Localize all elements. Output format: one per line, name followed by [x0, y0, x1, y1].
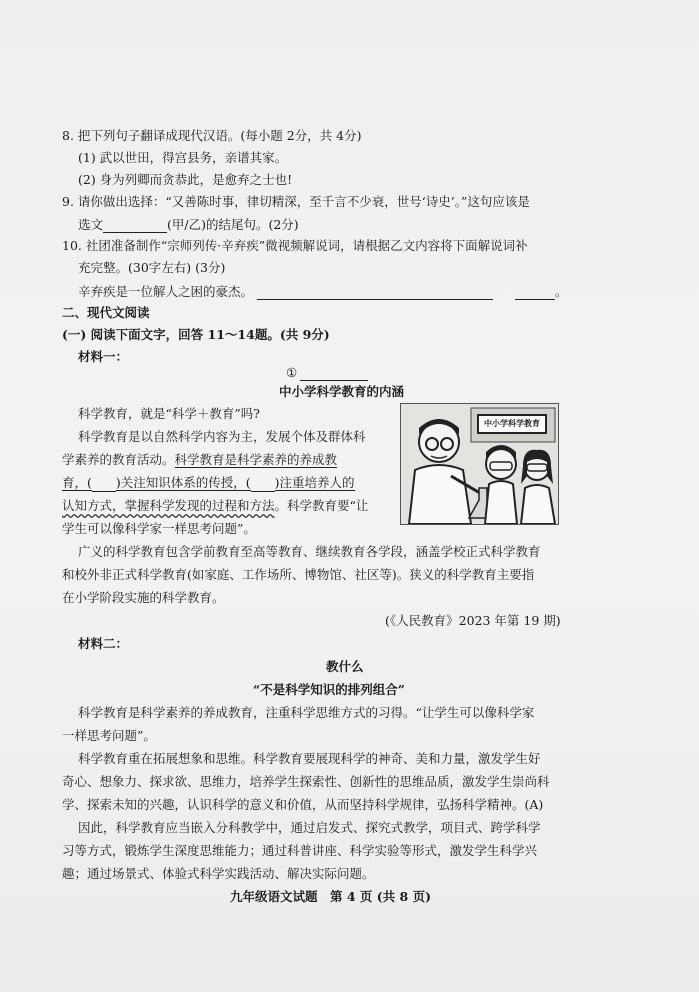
q10-line-2: 充完整。(30字左右) (3分)	[78, 260, 226, 275]
m1-p2-tail: 。科学教育要“让	[274, 498, 369, 513]
q9-line-2	[78, 216, 299, 233]
m1-p2-text: 学素养的教育活动。	[62, 452, 175, 467]
m2-p1-line-2: 一样思考问题”。	[62, 728, 156, 743]
m1-source: (《人民教育》2023 年第 19 期)	[385, 613, 561, 628]
title-answer-blank[interactable]	[300, 364, 368, 381]
m1-p3-line-2: 和校外非正式科学教育(如家庭、工作场所、博物馆、社区等)。狭义的科学教育主要指	[62, 567, 535, 582]
m1-p2-line-2	[62, 452, 337, 468]
m1-p2-underlined: 科学教育是科学素养的养成教	[174, 452, 338, 467]
m1-p2-seg-a: 育，(	[62, 475, 92, 490]
q8-item-2: (2) 身为列卿而贪恭此，是愈弃之士也!	[78, 172, 293, 187]
q9-suffix: (甲/乙)的结尾句。(2分)	[167, 217, 299, 232]
material-2-title-1: 教什么	[326, 659, 364, 674]
m1-p2-line-3	[62, 475, 355, 492]
m1-p2-line-1: 科学教育是以自然科学内容为主，发展个体及群体科	[78, 429, 366, 444]
m2-p2-line-1: 科学教育重在拓展想象和思维。科学教育要展现科学的神奇、美和力量，激发学生好	[78, 751, 541, 766]
m1-p2-seg-c: )注重培养人的	[274, 475, 355, 490]
q9-line-1: 9. 请你做出选择：“又善陈时事，律切精深，至千言不少衰，世号‘诗史’。”这句应该是	[62, 194, 530, 209]
m2-p1-line-1: 科学教育是科学素养的养成教育，注重科学思维方式的习得。“让学生可以像科学家	[78, 705, 535, 720]
q10-line-1: 10. 社团准备制作“宗师列传·辛弃疾”微视频解说词，请根据乙文内容将下面解说词补	[62, 238, 528, 253]
m1-p2-seg-b: )关注知识体系的传授，(	[115, 475, 251, 490]
material-2-title-2: “不是科学知识的排列组合”	[253, 682, 405, 697]
m1-p1: 科学教育，就是“科学＋教育”吗?	[78, 406, 260, 421]
section-2-title: 二、现代文阅读	[62, 305, 150, 320]
q10-answer-blank-1[interactable]	[257, 283, 493, 300]
material-2-label: 材料二：	[78, 636, 129, 651]
q9-prefix: 选文	[78, 217, 104, 232]
m2-p2-line-3: 学、探索未知的兴趣，认识科学的意义和价值，从而坚持科学规律，弘扬科学精神。(A)	[62, 797, 544, 812]
material-1-title-blank	[286, 364, 368, 381]
science-class-cartoon	[400, 403, 559, 525]
m1-p2-line-5: 学生可以像科学家一样思考问题”。	[62, 521, 256, 536]
q8-item-1: (1) 武以世田，得宫县务，亲谱其家。	[78, 150, 288, 165]
q10-end-mark: 。	[555, 284, 568, 299]
connective-blank-2[interactable]	[251, 475, 275, 492]
q10-line-3	[78, 283, 568, 300]
q10-answer-blank-2[interactable]	[515, 283, 555, 300]
material-1-title: 中小学科学教育的内涵	[279, 384, 405, 399]
m2-p3-line-3: 趣；通过场景式、体验式科学实践活动、解决实际问题。	[62, 866, 375, 881]
m2-p2-line-2: 奇心、想象力、探求欲、思维力，培养学生探索性、创新性的思维品质，激发学生崇尚科	[62, 774, 550, 789]
q8-stem: 8. 把下列句子翻译成现代汉语。(每小题 2分，共 4分)	[62, 128, 362, 143]
page-footer: 九年级语文试题 第 4 页 (共 8 页)	[230, 889, 431, 904]
m2-p3-line-1: 因此，科学教育应当嵌入分科教学中，通过启发式、探究式教学，项目式、跨学科学	[78, 820, 541, 835]
m2-p3-line-2: 习等方式，锻炼学生深度思维能力；通过科普讲座、科学实验等形式，激发学生科学兴	[62, 843, 538, 858]
m1-p3-line-3: 在小学阶段实施的科学教育。	[62, 590, 225, 605]
cartoon-sign: 中小学科学教育	[477, 414, 547, 434]
q9-answer-blank[interactable]	[103, 216, 167, 233]
circled-number: ①	[286, 365, 298, 380]
material-1-label: 材料一：	[78, 349, 129, 364]
m1-p2-line-4	[62, 498, 368, 514]
connective-blank-1[interactable]	[92, 475, 116, 492]
section-2-part-1: (一) 阅读下面文字，回答 11～14题。(共 9分)	[62, 327, 330, 342]
m1-p3-line-1: 广义的科学教育包含学前教育至高等教育、继续教育各学段，涵盖学校正式科学教育	[78, 544, 541, 559]
m1-p2-wavy: 认知方式，掌握科学发现的过程和方法	[62, 498, 275, 513]
q10-prompt: 辛弃疾是一位解人之困的豪杰。	[78, 284, 254, 299]
